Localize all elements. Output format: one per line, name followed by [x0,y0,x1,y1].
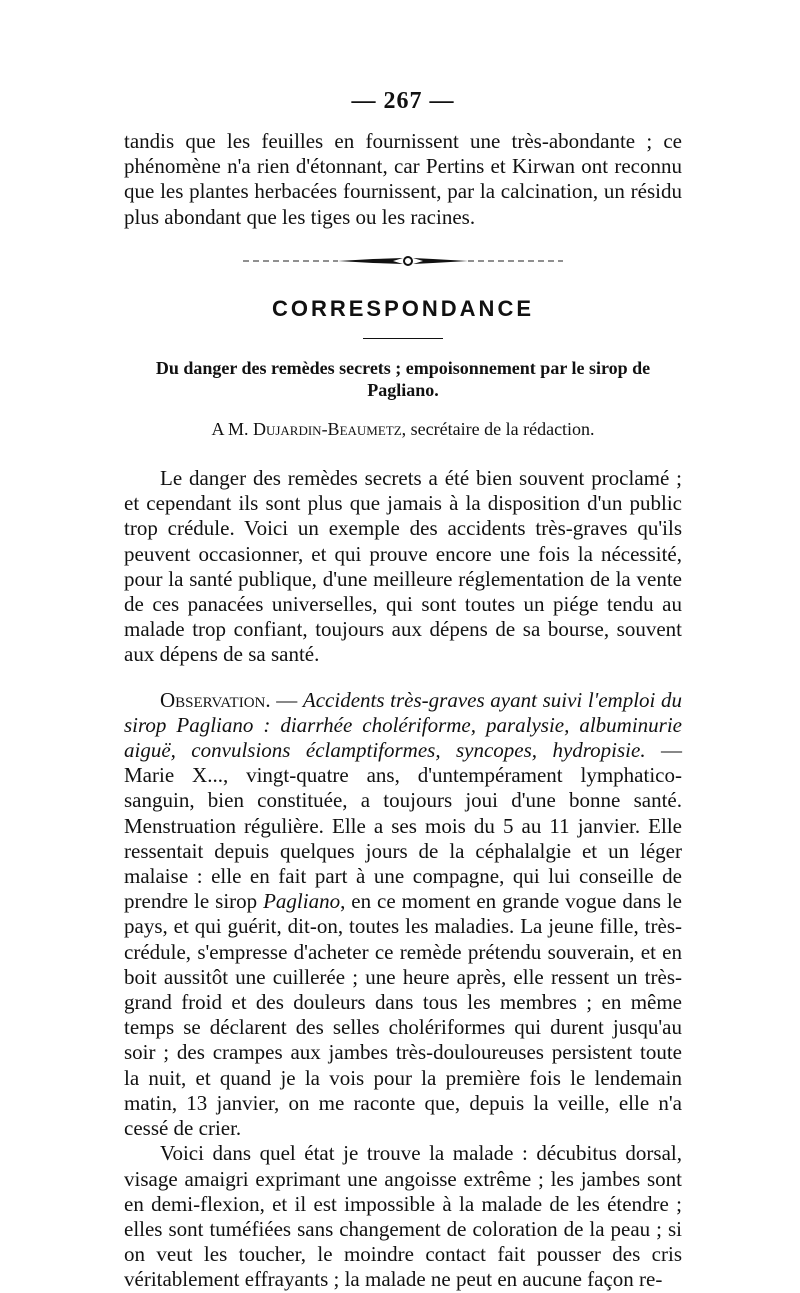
intro-paragraph: tandis que les feuilles en fournissent une très-abondante ; ce phénomène n'a rien d'étonnant, car Pertins et Kirwan ont reconnu que les plantes herbacées fournissent, par la calcination, un résidu plus abondant que les tiges ou les racines. [124,129,682,229]
paragraph-observation [124,688,682,1142]
address-name: Dujardin-Beaumetz [252,418,402,439]
paragraph-patient-state: Voici dans quel état je trouve la malade : décubitus dorsal, visage amaigri exprimant une angoisse extrême ; les jambes sont en demi-flexion, et il est impossible à la malade de les étendre ; elles sont tuméfiées sans changement de coloration de la peau ; si on veut les toucher, le moindre contact fait pousser des cris véritablement effrayants ; la malade ne peut en aucune façon re- [124,1141,682,1292]
title-divider [363,338,443,339]
address-line [124,417,682,442]
observation-body-1: — Marie X..., vingt-quatre ans, d'untempérament lymphatico-sanguin, bien constituée, a toujours joui d'une bonne santé. Menstruation régulière. Elle a ses mois du 5 au 11 janvier. Elle ressentait depuis quelques jours de la céphalalgie et un léger malaise : elle en fait part à une compagne, qui lui conseille de prendre le sirop [124,738,682,914]
page-number: — 267 — [351,88,455,114]
observation-label: Observation. [160,687,271,712]
observation-dash: — [270,687,303,712]
section-title: CORRESPONDANCE [271,295,535,321]
address-suffix: , secrétaire de la rédaction. [401,418,595,439]
observation-title: Accidents très-graves ayant suivi l'emploi du sirop Pagliano : diarrhée cholériforme, paralysie, albuminurie aiguë, convulsions éclamptiformes, syncopes, hydropisie. [124,687,682,763]
observation-body-2: , en ce moment en grande vogue dans le pays, et qui guérit, dit-on, toutes les maladies. La jeune fille, très-crédule, s'empresse d'acheter ce remède prétendu souverain, et en boit aussitôt une cuillerée ; une heure après, elle ressent un très-grand froid et des douleurs dans tous les membres ; en même temps se déclarent des selles cholériformes qui durent jusqu'au soir ; des crampes aux jambes très-douloureuses persistent toute la nuit, et quand je la vois pour la première fois le lendemain matin, 13 janvier, on me raconte que, depuis la veille, elle n'a cessé de crier. [124,889,682,1141]
address-prefix: A M. [211,418,253,439]
article-headline: Du danger des remèdes secrets ; empoisonnement par le sirop de Pagliano. [155,357,651,400]
observation-pagliano: Pagliano [263,889,341,914]
paragraph-gap [124,668,682,688]
decorative-rule-ornament [243,254,563,268]
paragraph-danger: Le danger des remèdes secrets a été bien souvent proclamé ; et cependant ils sont plus que jamais à la disposition d'un public trop crédule. Voici un exemple des accidents très-graves qu'ils peuvent occasionner, et qui prouve encore une fois la nécessité, pour la santé publique, d'une meilleure réglementation de la vente de ces panacées universelles, qui sont toutes un piége tendu au malade trop confiant, toujours aux dépens de sa bourse, souvent aux dépens de sa santé. [124,466,682,667]
